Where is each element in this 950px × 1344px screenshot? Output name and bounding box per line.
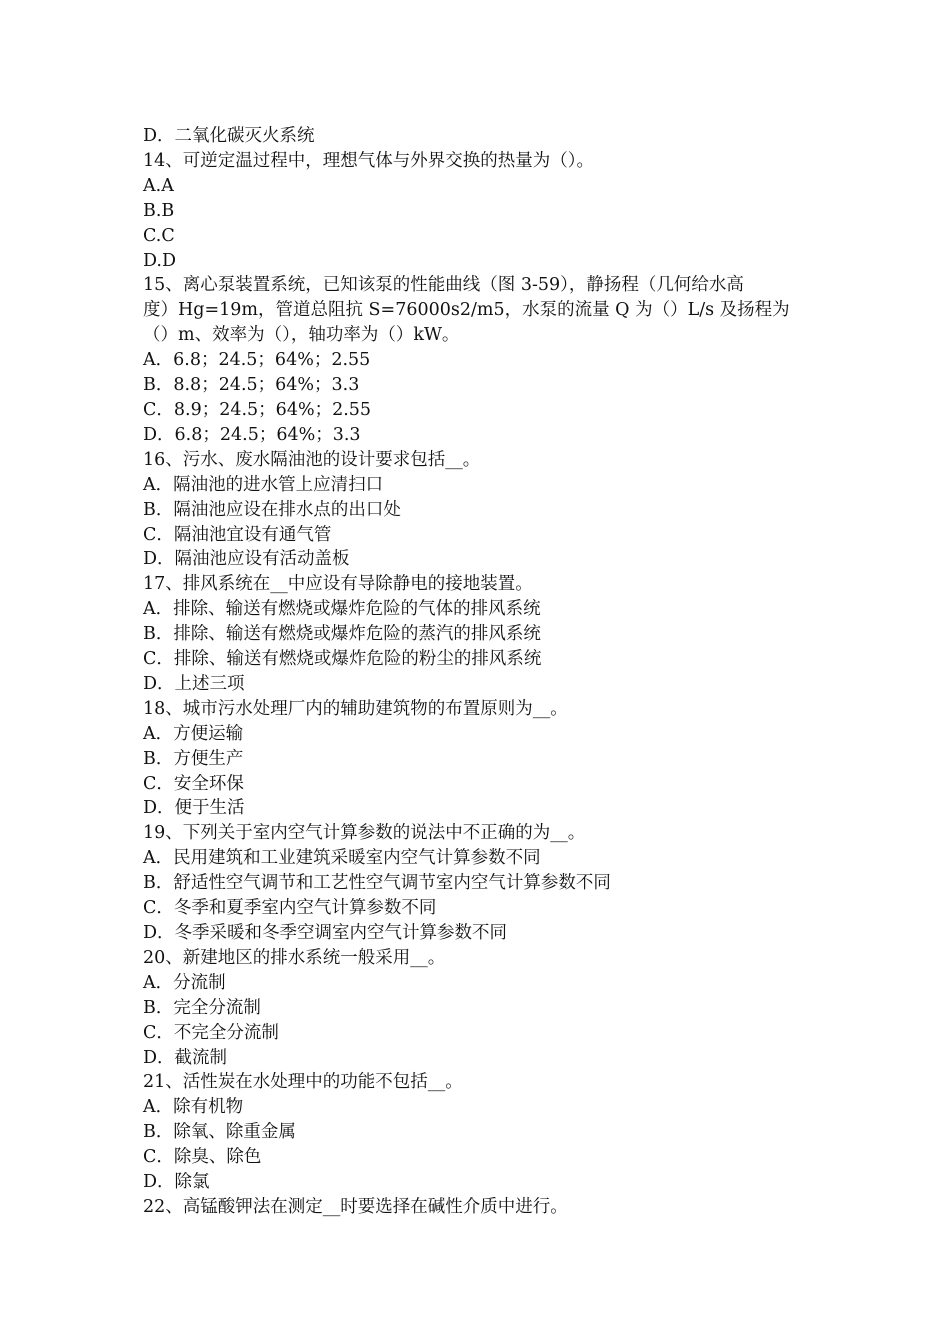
option-a-q17: A．排除、输送有燃烧或爆炸危险的气体的排风系统 — [143, 599, 541, 620]
option-a-q18: A．方便运输 — [143, 723, 244, 744]
question-22: 22、高锰酸钾法在测定__时要选择在碱性介质中进行。 — [143, 1196, 568, 1217]
option-b-q15: B．8.8；24.5；64%；3.3 — [143, 375, 360, 396]
option-d-q21: D．除氯 — [143, 1172, 210, 1193]
question-14: 14、可逆定温过程中，理想气体与外界交换的热量为（）。 — [143, 150, 595, 171]
question-18: 18、城市污水处理厂内的辅助建筑物的布置原则为__。 — [143, 698, 568, 719]
option-a-q21: A．除有机物 — [143, 1097, 244, 1118]
option-c-q20: C．不完全分流制 — [143, 1022, 279, 1043]
question-15-line-1: 15、离心泵装置系统，已知该泵的性能曲线（图 3-59），静扬程（几何给水高 — [143, 275, 744, 296]
option-c-q17: C．排除、输送有燃烧或爆炸危险的粉尘的排风系统 — [143, 649, 542, 670]
option-b-q17: B．排除、输送有燃烧或爆炸危险的蒸汽的排风系统 — [143, 624, 541, 645]
option-c-q18: C．安全环保 — [143, 773, 244, 794]
option-d-q14: D.D — [143, 250, 177, 271]
option-d-q17: D．上述三项 — [143, 673, 245, 694]
question-16: 16、污水、废水隔油池的设计要求包括__。 — [143, 449, 481, 470]
option-a-q20: A．分流制 — [143, 972, 226, 993]
question-20: 20、新建地区的排水系统一般采用__。 — [143, 947, 446, 968]
option-c-q16: C．隔油池宜设有通气管 — [143, 524, 332, 545]
option-c-q15: C．8.9；24.5；64%；2.55 — [143, 399, 372, 420]
question-19: 19、下列关于室内空气计算参数的说法中不正确的为__。 — [143, 823, 586, 844]
option-b-q14: B.B — [143, 200, 175, 221]
option-b-q21: B．除氧、除重金属 — [143, 1122, 296, 1143]
option-b-q16: B．隔油池应设在排水点的出口处 — [143, 499, 401, 520]
option-c-q19: C．冬季和夏季室内空气计算参数不同 — [143, 898, 437, 919]
option-b-q18: B．方便生产 — [143, 748, 244, 769]
option-a-q16: A．隔油池的进水管上应清扫口 — [143, 474, 384, 495]
option-d-q20: D．截流制 — [143, 1047, 228, 1068]
question-21: 21、活性炭在水处理中的功能不包括__。 — [143, 1072, 463, 1093]
option-d-q15: D．6.8；24.5；64%；3.3 — [143, 424, 361, 445]
document-page — [143, 124, 823, 1220]
question-15-line-3: （）m、效率为（），轴功率为（）kW。 — [143, 325, 460, 346]
option-c-q14: C.C — [143, 225, 175, 246]
question-15-line-2: 度）Hg=19m，管道总阻抗 S=76000s2/m5，水泵的流量 Q 为（）L/s 及扬程为 — [143, 300, 790, 321]
option-d-q16: D．隔油池应设有活动盖板 — [143, 549, 350, 570]
option-d-q19: D．冬季采暖和冬季空调室内空气计算参数不同 — [143, 923, 508, 943]
option-a-q19: A．民用建筑和工业建筑采暖室内空气计算参数不同 — [143, 848, 541, 869]
option-d-q13: D．二氧化碳灭火系统 — [143, 126, 315, 146]
option-b-q20: B．完全分流制 — [143, 997, 261, 1018]
option-a-q15: A．6.8；24.5；64%；2.55 — [143, 350, 371, 371]
option-d-q18: D．便于生活 — [143, 798, 245, 819]
option-b-q19: B．舒适性空气调节和工艺性空气调节室内空气计算参数不同 — [143, 873, 611, 894]
option-c-q21: C．除臭、除色 — [143, 1147, 262, 1168]
option-a-q14: A.A — [143, 175, 174, 196]
question-17: 17、排风系统在__中应设有导除静电的接地装置。 — [143, 574, 533, 595]
